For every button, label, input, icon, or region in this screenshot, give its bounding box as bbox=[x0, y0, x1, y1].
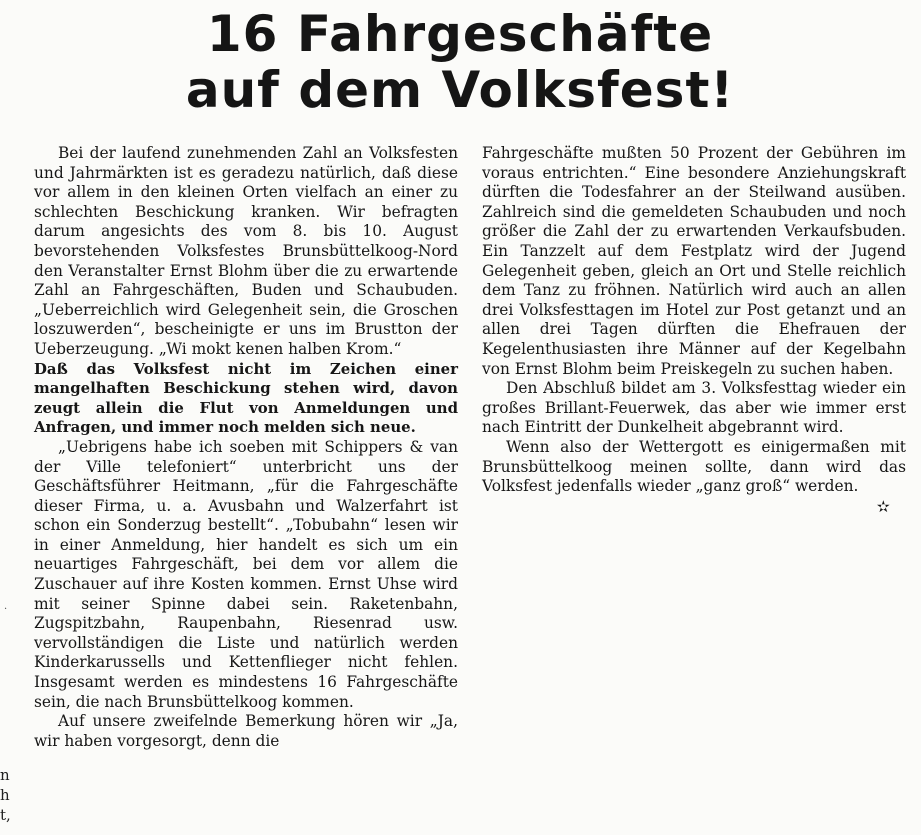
paragraph-bold-lead: Daß das Volksfest nicht im Zeichen einer mangelhaften Beschickung stehen wird, davon zeugt allein die Flut von Anmeldungen und Anfragen, und immer noch melden sich neue. bbox=[34, 359, 458, 437]
edge-fragment-3: t, bbox=[0, 806, 11, 824]
headline-line-2: auf dem Volksfest! bbox=[185, 61, 735, 119]
margin-dot: · bbox=[4, 604, 8, 615]
right-column bbox=[482, 144, 906, 516]
paragraph-fahrgeschaefte: „Uebrigens habe ich soeben mit Schippers & van der Ville telefoniert“ unterbricht uns der Geschäftsführer Heitmann, „für die Fahrgeschäfte dieser Firma, u. a. Avusbahn und Walzerfahrt ist schon ein Sonderzug bestellt“. „Tobubahn“ lesen wir in einer Anmeldung, hier handelt es sich um ein neuartiges Fahrgeschäft, bei dem vor allem die Zuschauer auf ihre Kosten kommen. Ernst Uhse wird mit seiner Spinne dabei sein. Raketenbahn, Zugspitzbahn, Raupenbahn, Riesenrad usw. vervollständigen die Liste und natürlich werden Kinderkarussells und Kettenflieger nicht fehlen. Insgesamt werden es mindestens 16 Fahrgeschäfte sein, die nach Brunsbüttelkoog kommen. bbox=[34, 437, 458, 711]
paragraph-fireworks: Den Abschluß bildet am 3. Volksfesttag wieder ein großes Brillant-Feuerwek, das aber wie immer erst nach Eintritt der Dunkelheit abgebrannt wird. bbox=[482, 379, 906, 437]
article-headline bbox=[60, 6, 860, 118]
paragraph-remark: Auf unsere zweifelnde Bemerkung hören wir „Ja, wir haben vorgesorgt, denn die bbox=[34, 712, 458, 750]
edge-fragment-2: h bbox=[0, 786, 10, 804]
end-star-icon: ✫ bbox=[876, 496, 890, 516]
left-column bbox=[34, 144, 458, 751]
edge-fragment-1: n bbox=[0, 766, 10, 784]
closing-text: Wenn also der Wettergott es einigermaßen mit Brunsbüttelkoog meinen sollte, dann wird das Volksfest jedenfalls wieder „ganz groß“ werden. bbox=[482, 437, 906, 496]
paragraph-continuation: Fahrgeschäfte mußten 50 Prozent der Gebühren im voraus entrichten.“ Eine besondere Anziehungskraft dürften die Todesfahrer an der Steilwand ausüben. Zahlreich sind die gemeldeten Schaubuden und noch größer die Zahl der zu erwartenden Verkaufsbuden. Ein Tanzzelt auf dem Festplatz wird der Jugend Gelegenheit geben, gleich an Ort und Stelle reichlich dem Tanz zu fröhnen. Natürlich wird auch an allen drei Volksfesttagen im Hotel zur Post getanzt und an allen drei Tagen dürften die Ehefrauen der Kegelenthusiasten ihre Männer auf der Kegelbahn von Ernst Blohm beim Preiskegeln zu suchen haben. bbox=[482, 144, 906, 378]
headline-line-1: 16 Fahrgeschäfte bbox=[206, 5, 714, 63]
paragraph-intro: Bei der laufend zunehmenden Zahl an Volksfesten und Jahrmärkten ist es geradezu natürlich, daß diese vor allem in den kleinen Orten vielfach an einer zu schlechten Beschickung kranken. Wir befragten darum angesichts des vom 8. bis 10. August bevorstehenden Volksfestes Brunsbüttelkoog-Nord den Veranstalter Ernst Blohm über die zu erwartende Zahl an Fahrgeschäften, Buden und Schaubuden. „Ueberreichlich wird Gelegenheit sein, die Groschen loszuwerden“, bescheinigte er uns im Brustton der Ueberzeugung. „Wi mokt kenen halben Krom.“ bbox=[34, 144, 458, 358]
paragraph-closing bbox=[482, 437, 906, 516]
